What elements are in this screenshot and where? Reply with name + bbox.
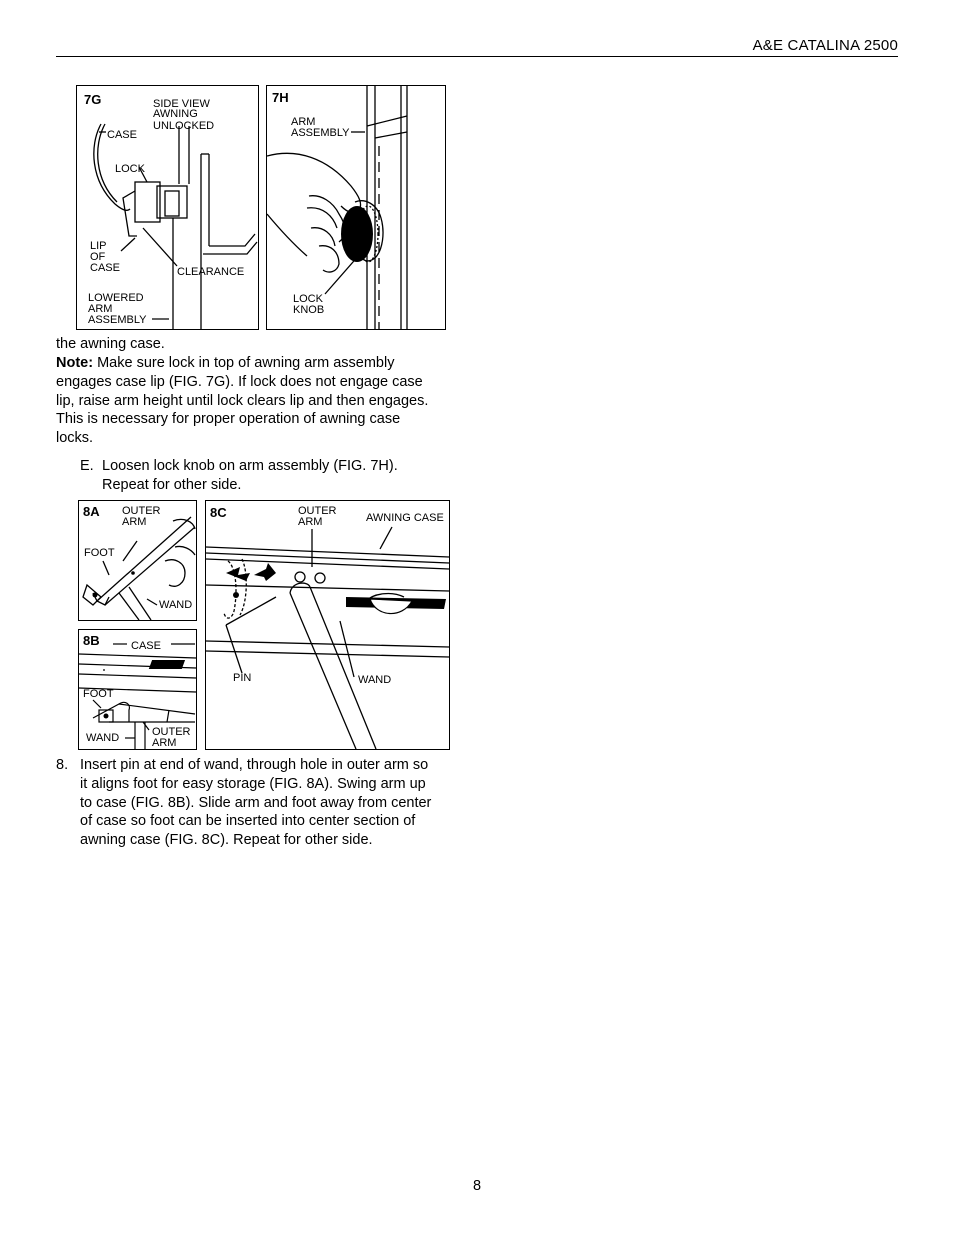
figure-8b-drawing <box>79 630 196 749</box>
continuation-text: the awning case. <box>56 336 165 352</box>
figure-8c <box>205 500 450 750</box>
step-e-text <box>102 457 398 495</box>
note-line-5: locks. <box>56 430 94 447</box>
figure-8a-tag: 8A <box>83 504 100 519</box>
figure-8b-tag: 8B <box>83 633 100 648</box>
header-title: A&E CATALINA 2500 <box>752 37 898 54</box>
figure-7g-tag: 7G <box>84 92 102 107</box>
page-number: 8 <box>472 1178 482 1194</box>
figure-8a-drawing <box>79 501 196 620</box>
step-8-line-4: of case so foot can be inserted into center section of <box>80 813 416 830</box>
step-e-line-2: Repeat for other side. <box>102 476 242 493</box>
figure-8a-wand-label: WAND <box>159 599 193 611</box>
figure-7h <box>266 85 446 330</box>
figure-8b-wand-label: WAND <box>86 732 120 744</box>
figure-8c-outer-arm-line-1: OUTER <box>298 505 337 517</box>
step-8-line-3: to case (FIG. 8B). Slide arm and foot away from center <box>80 794 432 811</box>
figure-8a-outer-arm-line-2: ARM <box>122 516 147 528</box>
figure-8c-pin-label: PIN <box>233 672 252 684</box>
figure-8c-tag: 8C <box>210 505 227 520</box>
figure-8a <box>78 500 197 621</box>
figure-7g-lowered-line-2: ARM <box>88 303 113 315</box>
figure-8c-outer-arm-line-2: ARM <box>298 516 323 528</box>
figure-8c-lines <box>206 527 449 749</box>
left-arrow-icon <box>226 567 250 581</box>
note-label: Note: <box>56 355 94 371</box>
note-line-2: engages case lip (FIG. 7G). If lock does not engage case <box>56 373 423 390</box>
step-e-marker: E. <box>80 458 94 474</box>
figure-7h-arm-line-1: ARM <box>291 116 316 128</box>
figure-7h-lock-knob-line-2: KNOB <box>293 304 325 316</box>
figure-7g-title-line-3: UNLOCKED <box>153 120 215 132</box>
note-line-3: lip, raise arm height until lock clears lip and then engages. <box>56 392 429 409</box>
figure-7g-lip-line-1: LIP <box>90 240 107 252</box>
note-line-1-text: Make sure lock in top of awning arm assembly <box>93 355 395 371</box>
note-line-1 <box>56 354 466 373</box>
figure-7g <box>76 85 259 330</box>
figure-7g-lip-line-2: OF <box>90 251 106 263</box>
step-8 <box>56 756 476 852</box>
step-8-line-5: awning case (FIG. 8C). Repeat for other side. <box>80 832 373 849</box>
figure-7h-drawing <box>267 86 445 329</box>
step-8-text <box>80 756 431 850</box>
figure-7g-lowered-line-1: LOWERED <box>88 292 144 304</box>
step-e <box>80 457 460 497</box>
figure-7h-lock-knob-line-1: LOCK <box>293 293 323 305</box>
figure-7h-arm-line-2: ASSEMBLY <box>291 127 350 139</box>
figure-7g-lip-line-3: CASE <box>90 262 120 274</box>
figure-8c-drawing <box>206 501 449 749</box>
step-8-line-2: it aligns foot for easy storage (FIG. 8A). Swing arm up <box>80 775 426 792</box>
note-paragraph <box>56 354 466 448</box>
step-e-line-1: Loosen lock knob on arm assembly (FIG. 7H). <box>102 458 398 474</box>
figure-7h-lines <box>267 86 407 329</box>
figure-7g-clearance-label: CLEARANCE <box>177 266 245 278</box>
figure-8b-outer-arm-line-1: OUTER <box>152 726 191 738</box>
figure-7g-lock-label: LOCK <box>115 163 145 175</box>
figure-8b <box>78 629 197 750</box>
figure-7g-title-line-1: SIDE VIEW <box>153 98 210 110</box>
lock-knob-shape <box>341 206 373 262</box>
figure-8b-foot-label: FOOT <box>83 688 114 700</box>
figure-7g-lowered-line-3: ASSEMBLY <box>88 314 147 326</box>
figure-7g-drawing <box>77 86 258 329</box>
step-8-marker: 8. <box>56 757 69 773</box>
figure-7g-title-line-2: AWNING <box>153 108 198 120</box>
figure-7h-tag: 7H <box>272 90 289 105</box>
figure-8a-outer-arm-line-1: OUTER <box>122 505 161 517</box>
note-line-4: This is necessary for proper operation of awning case <box>56 411 401 428</box>
step-8-line-1: Insert pin at end of wand, through hole in outer arm so <box>80 757 429 773</box>
figure-7g-case-label: CASE <box>107 129 137 141</box>
figure-8b-outer-arm-line-2: ARM <box>152 737 177 749</box>
right-arrow-icon <box>254 563 276 581</box>
case-knob <box>370 599 412 614</box>
figure-8c-awning-case-label: AWNING CASE <box>366 512 444 524</box>
header-rule <box>56 56 898 57</box>
figure-8a-foot-label: FOOT <box>84 547 115 559</box>
figure-8b-case-label: CASE <box>131 640 161 652</box>
figure-8c-wand-label: WAND <box>358 674 392 686</box>
